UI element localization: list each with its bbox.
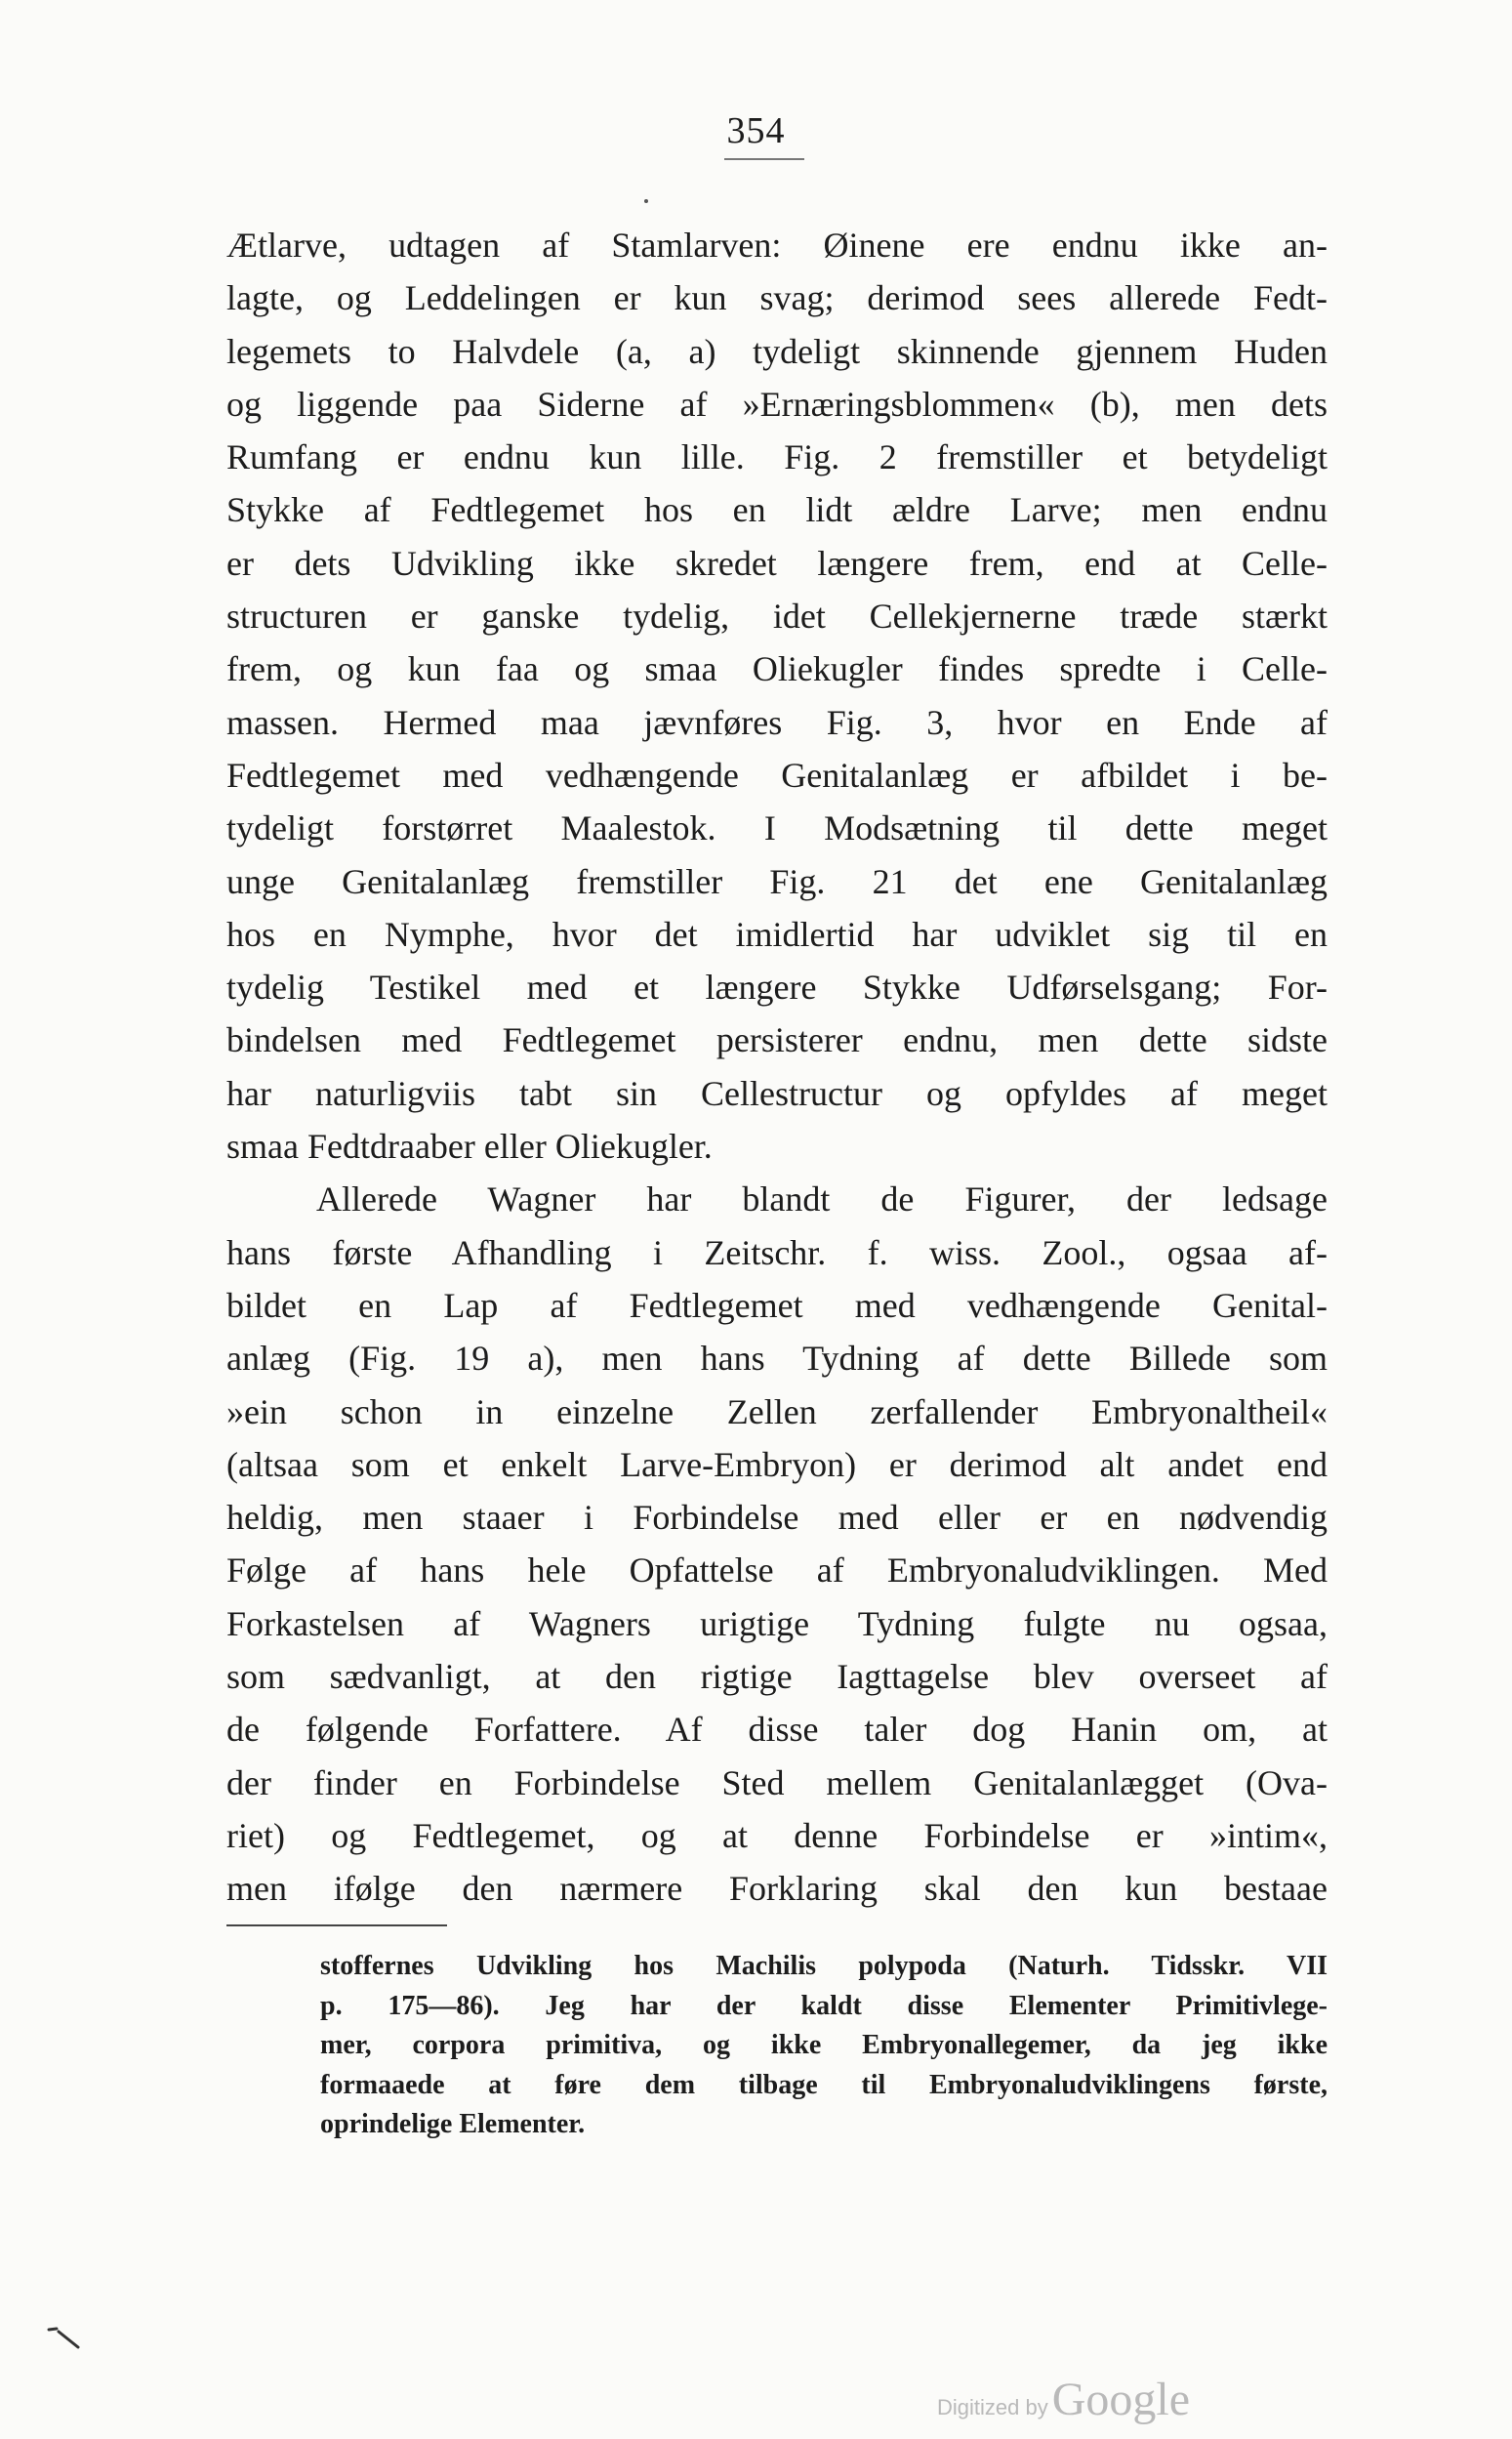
body-line: Allerede Wagner har blandt de Figurer, der ledsage <box>316 1179 1328 1220</box>
body-line: hos en Nymphe, hvor det imidlertid har udviklet sig til en <box>226 914 1328 954</box>
footnote-rule <box>226 1924 447 1926</box>
body-line: anlæg (Fig. 19 a), men hans Tydning af dette Billede som <box>226 1339 1328 1379</box>
body-line: frem, og kun faa og smaa Oliekugler findes spredte i Celle- <box>226 649 1328 689</box>
body-line: Forkastelsen af Wagners urigtige Tydning fulgte nu ogsaa, <box>226 1603 1328 1643</box>
page-number: 354 <box>726 110 786 151</box>
page-number-underline <box>724 158 804 160</box>
body-line: (altsaa som et enkelt Larve-Embryon) er derimod alt andet end <box>226 1444 1328 1484</box>
footnote-line: formaaede at føre dem tilbage til Embryonaludviklingens første, <box>320 2069 1328 2100</box>
body-line: Rumfang er endnu kun lille. Fig. 2 fremstiller et betydeligt <box>226 437 1328 477</box>
body-line: Ætlarve, udtagen af Stamlarven: Øinene ere endnu ikke an- <box>226 226 1328 265</box>
body-line: er dets Udvikling ikke skredet længere frem, end at Celle- <box>226 543 1328 583</box>
body-line: Følge af hans hele Opfattelse af Embryonaludviklingen. Med <box>226 1550 1328 1591</box>
body-line: bindelsen med Fedtlegemet persisterer endnu, men dette sidste <box>226 1020 1328 1060</box>
body-line: lagte, og Leddelingen er kun svag; derimod sees allerede Fedt- <box>226 278 1328 318</box>
body-line: har naturligviis tabt sin Cellestructur og opfyldes af meget <box>226 1073 1328 1113</box>
body-line: Stykke af Fedtlegemet hos en lidt ældre Larve; men endnu <box>226 490 1328 530</box>
body-line: tydelig Testikel med et længere Stykke Udførselsgang; For- <box>226 968 1328 1008</box>
body-line: som sædvanligt, at den rigtige Iagttagelse blev overseet af <box>226 1657 1328 1697</box>
body-line: der finder en Forbindelse Sted mellem Genitalanlægget (Ova- <box>226 1762 1328 1802</box>
body-line: unge Genitalanlæg fremstiller Fig. 21 det ene Genitalanlæg <box>226 861 1328 901</box>
ink-speck <box>644 199 648 203</box>
watermark-brand: Google <box>1051 2374 1191 2425</box>
body-line: massen. Hermed maa jævnføres Fig. 3, hvor en Ende af <box>226 702 1328 742</box>
body-line: legemets to Halvdele (a, a) tydeligt skinnende gjennem Huden <box>226 331 1328 371</box>
footnote-line: stoffernes Udvikling hos Machilis polypoda (Naturh. Tidsskr. VII <box>320 1951 1328 1981</box>
body-line: »ein schon in einzelne Zellen zerfallender Embryonaltheil« <box>226 1391 1328 1431</box>
watermark-prefix: Digitized by <box>937 2395 1048 2419</box>
body-text <box>226 219 1328 1916</box>
body-line: og liggende paa Siderne af »Ernæringsblommen« (b), men dets <box>226 384 1328 424</box>
body-line: heldig, men staaer i Forbindelse med eller er en nødvendig <box>226 1498 1328 1538</box>
stray-pen-mark <box>47 2326 80 2349</box>
body-line: smaa Fedtdraaber eller Oliekugler. <box>226 1127 713 1167</box>
body-line: Fedtlegemet med vedhængende Genitalanlæg er afbildet i be- <box>226 755 1328 795</box>
footnote-line: mer, corpora primitiva, og ikke Embryonallegemer, da jeg ikke <box>320 2030 1328 2060</box>
body-line: bildet en Lap af Fedtlegemet med vedhængende Genital- <box>226 1285 1328 1325</box>
body-line: men ifølge den nærmere Forklaring skal den kun bestaae <box>226 1869 1328 1909</box>
body-line: tydeligt forstørret Maalestok. I Modsætning til dette meget <box>226 808 1328 848</box>
footnote-line: p. 175—86). Jeg har der kaldt disse Elementer Primitivlege- <box>320 1990 1328 2021</box>
google-watermark <box>937 2373 1288 2425</box>
body-line: structuren er ganske tydelig, idet Cellekjernerne træde stærkt <box>226 597 1328 637</box>
body-line: de følgende Forfattere. Af disse taler dog Hanin om, at <box>226 1710 1328 1750</box>
footnote <box>320 1947 1328 2145</box>
footnote-line: oprindelige Elementer. <box>320 2109 586 2139</box>
body-line: riet) og Fedtlegemet, og at denne Forbindelse er »intim«, <box>226 1815 1328 1855</box>
body-line: hans første Afhandling i Zeitschr. f. wiss. Zool., ogsaa af- <box>226 1232 1328 1272</box>
